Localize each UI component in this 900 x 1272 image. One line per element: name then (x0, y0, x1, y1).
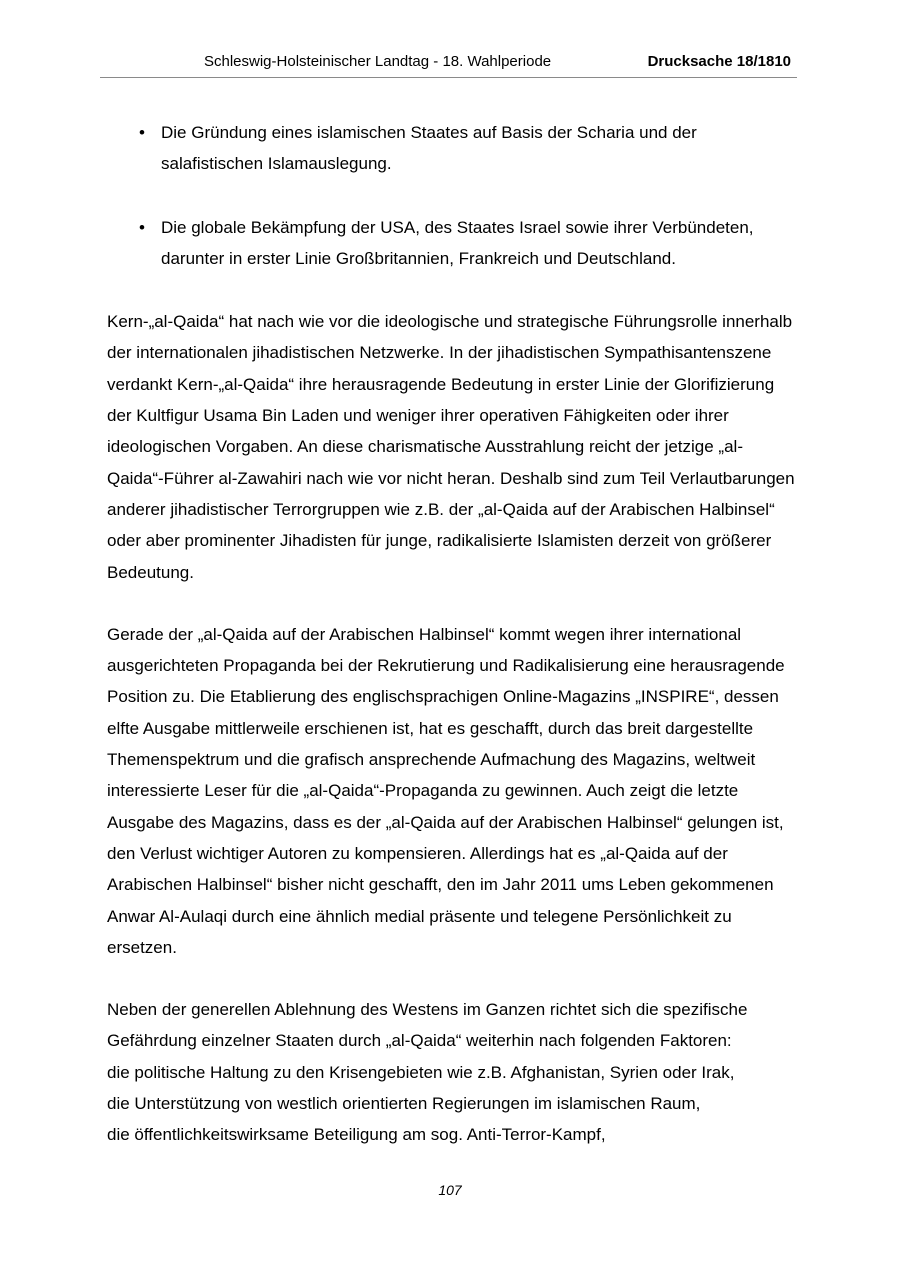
bullet-icon: • (139, 217, 145, 237)
bullet-text: Die globale Bekämpfung der USA, des Staates Israel sowie ihrer Verbündeten, darunter in erster Linie Großbritannien, Frankreich und Deutschland. (161, 217, 754, 268)
bullet-text: Die Gründung eines islamischen Staates auf Basis der Scharia und der salafistischen Islamauslegung. (161, 123, 697, 174)
page-header (100, 50, 797, 78)
paragraph-arabian-peninsula: Gerade der „al-Qaida auf der Arabischen Halbinsel“ kommt wegen ihrer international ausgerichteten Propaganda bei der Rekrutierung und Radikalisierung eine herausragende Position zu. Die Etablierung des englischsprachigen Online-Magazins „INSPIRE“, dessen elfte Ausgabe mittlerweile erschienen ist, hat es geschafft, durch das breit dargestellte Themenspektrum und die grafisch ansprechende Aufmachung des Magazins, weltweit interessierte Leser für die „al-Qaida“-Propaganda zu gewinnen. Auch zeigt die letzte Ausgabe des Magazins, dass es der „al-Qaida auf der Arabischen Halbinsel“ gelungen ist, den Verlust wichtiger Autoren zu kompensieren. Allerdings hat es „al-Qaida auf der Arabischen Halbinsel“ bisher nicht geschafft, den im Jahr 2011 ums Leben gekommenen Anwar Al-Aulaqi durch eine ähnlich medial präsente und telegene Persönlichkeit zu ersetzen. (107, 624, 785, 957)
paragraph-threat-factors (107, 994, 797, 1150)
page-number: 107 (438, 1182, 462, 1198)
paragraph-line: die politische Haltung zu den Krisengebieten wie z.B. Afghanistan, Syrien oder Irak, (107, 1062, 735, 1082)
paragraph-line: die Unterstützung von westlich orientierten Regierungen im islamischen Raum, (107, 1094, 701, 1114)
page-body (107, 117, 797, 1151)
bullet-list (107, 117, 797, 274)
paragraph-kern-al-qaida: Kern-„al-Qaida“ hat nach wie vor die ideologische und strategische Führungsrolle innerhalb der internationalen jihadistischen Netzwerke. In der jihadistischen Sympathisantenszene verdankt Kern-„al-Qaida“ ihre herausragende Bedeutung in erster Linie der Glorifizierung der Kultfigur Usama Bin Laden und weniger ihrer operativen Fähigkeiten oder ihrer ideologischen Vorgaben. An diese charismatische Ausstrahlung reicht der jetzige „al-Qaida“-Führer al-Zawahiri nach wie vor nicht heran. Deshalb sind zum Teil Verlautbarungen anderer jihadistischer Terrorgruppen wie z.B. der „al-Qaida auf der Arabischen Halbinsel“ oder aber prominenter Jihadisten für junge, radikalisierte Islamisten derzeit von größerer Bedeutung. (107, 312, 795, 582)
bullet-item (107, 212, 797, 275)
bullet-icon: • (139, 123, 145, 142)
paragraph-line: die öffentlichkeitswirksame Beteiligung am sog. Anti-Terror-Kampf, (107, 1125, 606, 1145)
bullet-item (107, 117, 797, 180)
header-doc-number: Drucksache 18/1810 (647, 53, 791, 70)
paragraph-line: Neben der generellen Ablehnung des Westens im Ganzen richtet sich die spezifische Gefährdung einzelner Staaten durch „al-Qaida“ weiterhin nach folgenden Faktoren: (107, 1000, 748, 1051)
header-title: Schleswig-Holsteinischer Landtag - 18. Wahlperiode (204, 53, 552, 70)
